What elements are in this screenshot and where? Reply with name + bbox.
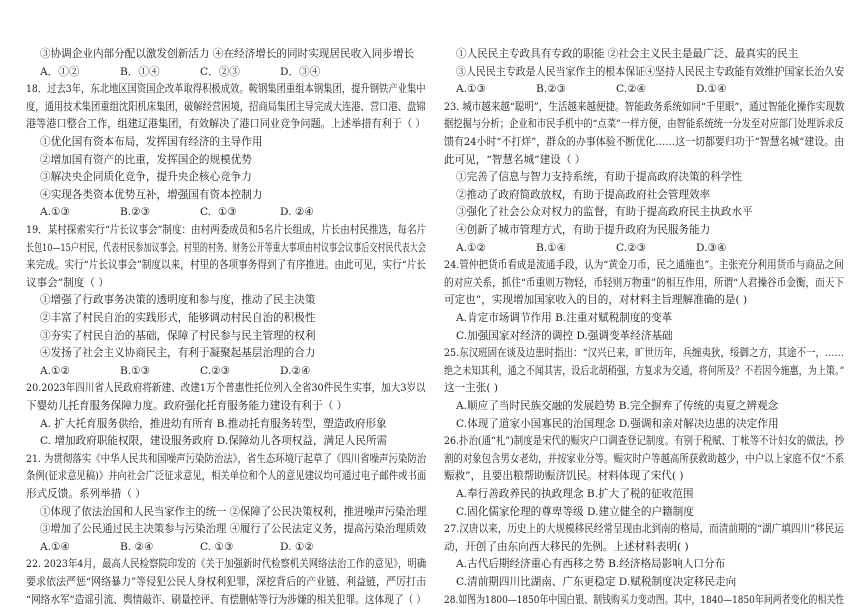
text-line: ③增加了公民通过民主决策参与污染治理 ④履行了公民法定义务，提高污染治理质效 xyxy=(40,523,427,536)
answer-option: B. ②④ xyxy=(120,540,154,553)
text-line: 可定也”，实现增加国家收入的目的，对材料主旨理解准确的是( ) xyxy=(444,294,748,307)
text-line: A.肯定市场调节作用 B.注重对赋税制度的变革 xyxy=(456,312,673,324)
text-line: ③强化了社会公众对权力的监督，有助于提高政府民主执政水平 xyxy=(456,206,753,219)
text-line: C.清前期四川比湖南、广东更稳定 D.赋税制度决定移民走向 xyxy=(456,576,737,588)
text-line: 下婴幼儿托育服务保障力度。政府强化托育服务能力建设有利于（ ） xyxy=(26,400,348,412)
text-line: A.顺应了当时民族交融的发展趋势 B.完全摒弃了传统的夷夏之辨观念 xyxy=(456,400,779,412)
text-line: 19．某村探索实行“片长议事会”制度：由村两委成员和5名片长组成，片长由村民推选，每名片 xyxy=(26,224,427,236)
text-line: 馈有24小时“不打烊”，群众的办事体验不断优化……这一切都要归功于“智慧名城”建设。由 xyxy=(444,136,845,148)
text-line: C.加强国家对经济的调控 D.强调变革经济基础 xyxy=(456,329,673,342)
text-line: ③人民民主专政是人民当家作主的根本保证④坚持人民民主专政能有效维护国家长治久安 xyxy=(456,65,845,78)
answer-option: D. ①② xyxy=(280,540,314,553)
text-line: ③协调企业内部分配以激发创新活力 ④在经济增长的同时实现居民收入同步增长 xyxy=(40,48,415,60)
text-line: 来完成。实行“片长议事会”制度以来，村里的各项事务得到了有序推进。由此可见，实行“片长 xyxy=(26,259,427,272)
text-line: 绝之未知其利，通之不闻其害，设后北胡稍强，方复求为交通，将何所及？不若因今施惠，为上策。” xyxy=(444,364,845,377)
answer-option: D．③④ xyxy=(280,65,321,78)
text-line: ③解决央企同质化竞争，提升央企核心竞争力 xyxy=(40,171,252,184)
text-line: 的对应关系，抓住“币重则万物轻，币轻则万物重”的相互作用，所谓“人君操谷币金衡，而天下 xyxy=(444,276,845,289)
answer-option: B.①③ xyxy=(120,364,151,377)
answer-option: D.②④ xyxy=(280,364,311,377)
answer-options-line xyxy=(456,83,776,96)
text-line: A.奉行善政养民的执政理念 B.扩大了税的征收范围 xyxy=(456,488,694,500)
answer-option: C.②④ xyxy=(616,83,647,96)
answer-option: C．②③ xyxy=(200,65,240,78)
text-line: 港等港口整合工作，组建辽港集团，有效解决了港口同业竞争问题。上述举措有利于（ ） xyxy=(26,118,426,131)
text-line: 议事会”制度（ ） xyxy=(26,276,109,289)
answer-option: B．①④ xyxy=(120,65,160,78)
text-line: 27.汉唐以来，历史上的大规模移民经常呈现由北到南的格局，而清前期的“湖广填四川”移民运 xyxy=(444,523,844,536)
text-line: C.固化儒家伦理的尊卑等级 D.建立健全的户籍制度 xyxy=(456,505,694,518)
text-line: 28.如图为1800—1850年中国白银、制钱购买力变动图。其中，1840—1850年间两者变化的相关性 xyxy=(444,593,845,606)
text-line: C.体现了道家小国寡民的治国理念 D.强调和亲对解决边患的决定作用 xyxy=(456,417,779,430)
text-line: 割的对象包含男女老幼，并按家业分等。赈灾时户等越高所获救助越少，中户以上家庭不仅“不系 xyxy=(444,452,845,465)
answer-option: A.①② xyxy=(40,364,71,377)
text-line: ①增强了行政事务决策的透明度和参与度，推动了民主决策 xyxy=(40,294,316,307)
text-line: 长包10—15户村民，代表村民参加议事会。村里的村务、财务公开等重大事项由村议事会议事后交村民代表大会 xyxy=(26,241,426,254)
answer-option: D.③④ xyxy=(696,241,727,254)
text-line: 18．过去3年，东北地区国资国企改革取得积极成效。鞍钢集团重组本钢集团，提升钢铁产业集中 xyxy=(26,83,426,96)
answer-options-line xyxy=(456,242,776,255)
text-line: C. 增加政府职能权限，建设服务政府 D.保障幼儿各项权益，满足人民所需 xyxy=(40,435,388,448)
text-line: 26.扑治(通“札”)制度是宋代的赈灾户口调查登记制度。有别于税赋、丁帐等不计妇女的做法，抄 xyxy=(444,435,845,448)
answer-option: C. ①③ xyxy=(200,540,234,553)
text-line: 据挖掘与分析；企业和市民手机中的“点菜”一样方便，由智能系统统一分发至对应部门处理诉求反 xyxy=(444,118,844,131)
text-line: ②推动了政府简政放权，有助于提高政府社会管理效率 xyxy=(456,188,711,201)
text-line: 赈救”，且要出粮帮助赈济饥民。材料体现了宋代( ) xyxy=(444,470,684,483)
text-line: “网络水军”造谣引流、舆情敲诈、刷量控评、有偿删帖等行为涉嫌的相关犯罪。这体现了（ ） xyxy=(26,593,426,606)
answer-options-line xyxy=(40,541,360,554)
text-line: 这一主张( ) xyxy=(444,382,499,395)
answer-option: A.①③ xyxy=(456,83,487,96)
text-line: A. 扩大托育服务供给，推进幼有所育 B.推动托育服务转型，塑造政府形象 xyxy=(40,417,387,430)
text-line: 此可见，“智慧名城”建设（ ） xyxy=(444,153,586,166)
text-line: ①人民民主专政具有专政的职能 ②社会主义民主是最广泛、最真实的民主 xyxy=(456,48,799,60)
text-line: 要求依法严惩“网络暴力”等侵犯公民人身权利犯罪，深挖背后的产业链、利益链，严厉打击 xyxy=(26,576,426,588)
answer-option: D. ②④ xyxy=(280,206,314,219)
text-line: A.古代后期经济重心有西移之势 B.经济格局影响人口分布 xyxy=(456,558,726,571)
answer-option: A.①② xyxy=(456,241,487,254)
answer-option: B.②③ xyxy=(120,206,151,219)
answer-options-line xyxy=(40,66,360,79)
answer-options-line xyxy=(40,206,360,219)
answer-option: C.②③ xyxy=(200,364,231,377)
answer-options-line xyxy=(40,365,360,378)
answer-option: B.②③ xyxy=(536,83,567,96)
text-line: 动，开创了由东向西大移民的先例。上述材料表明( ) xyxy=(444,540,689,553)
text-line: ③夯实了村民自治的基础，保障了村民参与民主管理的权利 xyxy=(40,329,316,342)
text-line: 24.管仲把货币看成是流通手段，认为“黄金刀币，民之通施也”。主张充分利用货币与商品之间 xyxy=(444,259,844,272)
text-line: 20.2023年四川省人民政府将新建、改建1万个普惠性托位列入全省30件民生实事，加大3岁以 xyxy=(26,382,426,395)
answer-option: A.①③ xyxy=(40,206,71,219)
text-line: 度，通用技术集团重组沈阳机床集团，破解经营困境，招商局集团主导完成大连港、营口港、盘锦 xyxy=(26,100,426,113)
text-line: ②增加国有资产的比重，发挥国企的规模优势 xyxy=(40,153,252,166)
answer-option: C. ①③ xyxy=(200,206,237,219)
text-line: ④实现各类资本优势互补，增强国有资本控制力 xyxy=(40,188,263,201)
text-line: ④发扬了社会主义协商民主，有利于凝聚起基层治理的合力 xyxy=(40,347,316,360)
text-line: ①体现了依法治国和人民当家作主的统一 ②保障了公民决策权利，推进噪声污染治理 xyxy=(40,505,427,518)
answer-option: B.①④ xyxy=(536,241,567,254)
answer-option: A.①④ xyxy=(40,540,71,553)
text-line: 条例(征求意见稿)》并向社会广泛征求意见，相关单位和个人的意见建议均可通过电子邮件或书面 xyxy=(26,470,427,483)
text-line: ①优化国有资本布局，发挥国有经济的主导作用 xyxy=(40,136,263,148)
text-line: ②丰富了村民自治的实践形式，能够调动村民自治的积极性 xyxy=(40,312,316,324)
answer-option: D.①④ xyxy=(696,83,727,96)
text-line: 22. 2023年4月，最高人民检察院印发的《关于加强新时代检察机关网络法治工作的意见》，明确 xyxy=(26,558,427,571)
text-line: 形式反馈。系列举措（ ） xyxy=(26,488,146,500)
text-line: ①完善了信息与智力支持系统，有助于提高政府决策的科学性 xyxy=(456,171,743,184)
answer-option: C.②③ xyxy=(616,241,647,254)
text-line: ④创新了城市管理方式，有助于提升政府为民服务能力 xyxy=(456,224,711,236)
answer-option: A．①② xyxy=(40,65,80,78)
text-line: 23. 城市越来越“聪明”，生活越来越便捷。智能政务系统如同“千里眼”，通过智能化操作实现数 xyxy=(444,100,845,113)
text-line: 25.东汉班固在谈及边患时指出：“汉兴已来，旷世历年，兵缠夷狄，绥御之方，其途不一，…… xyxy=(444,347,845,360)
text-line: 21. 为贯彻落实《中华人民共和国噪声污染防治法》，省生态环境厅起草了《四川省噪声污染防治 xyxy=(26,452,427,465)
